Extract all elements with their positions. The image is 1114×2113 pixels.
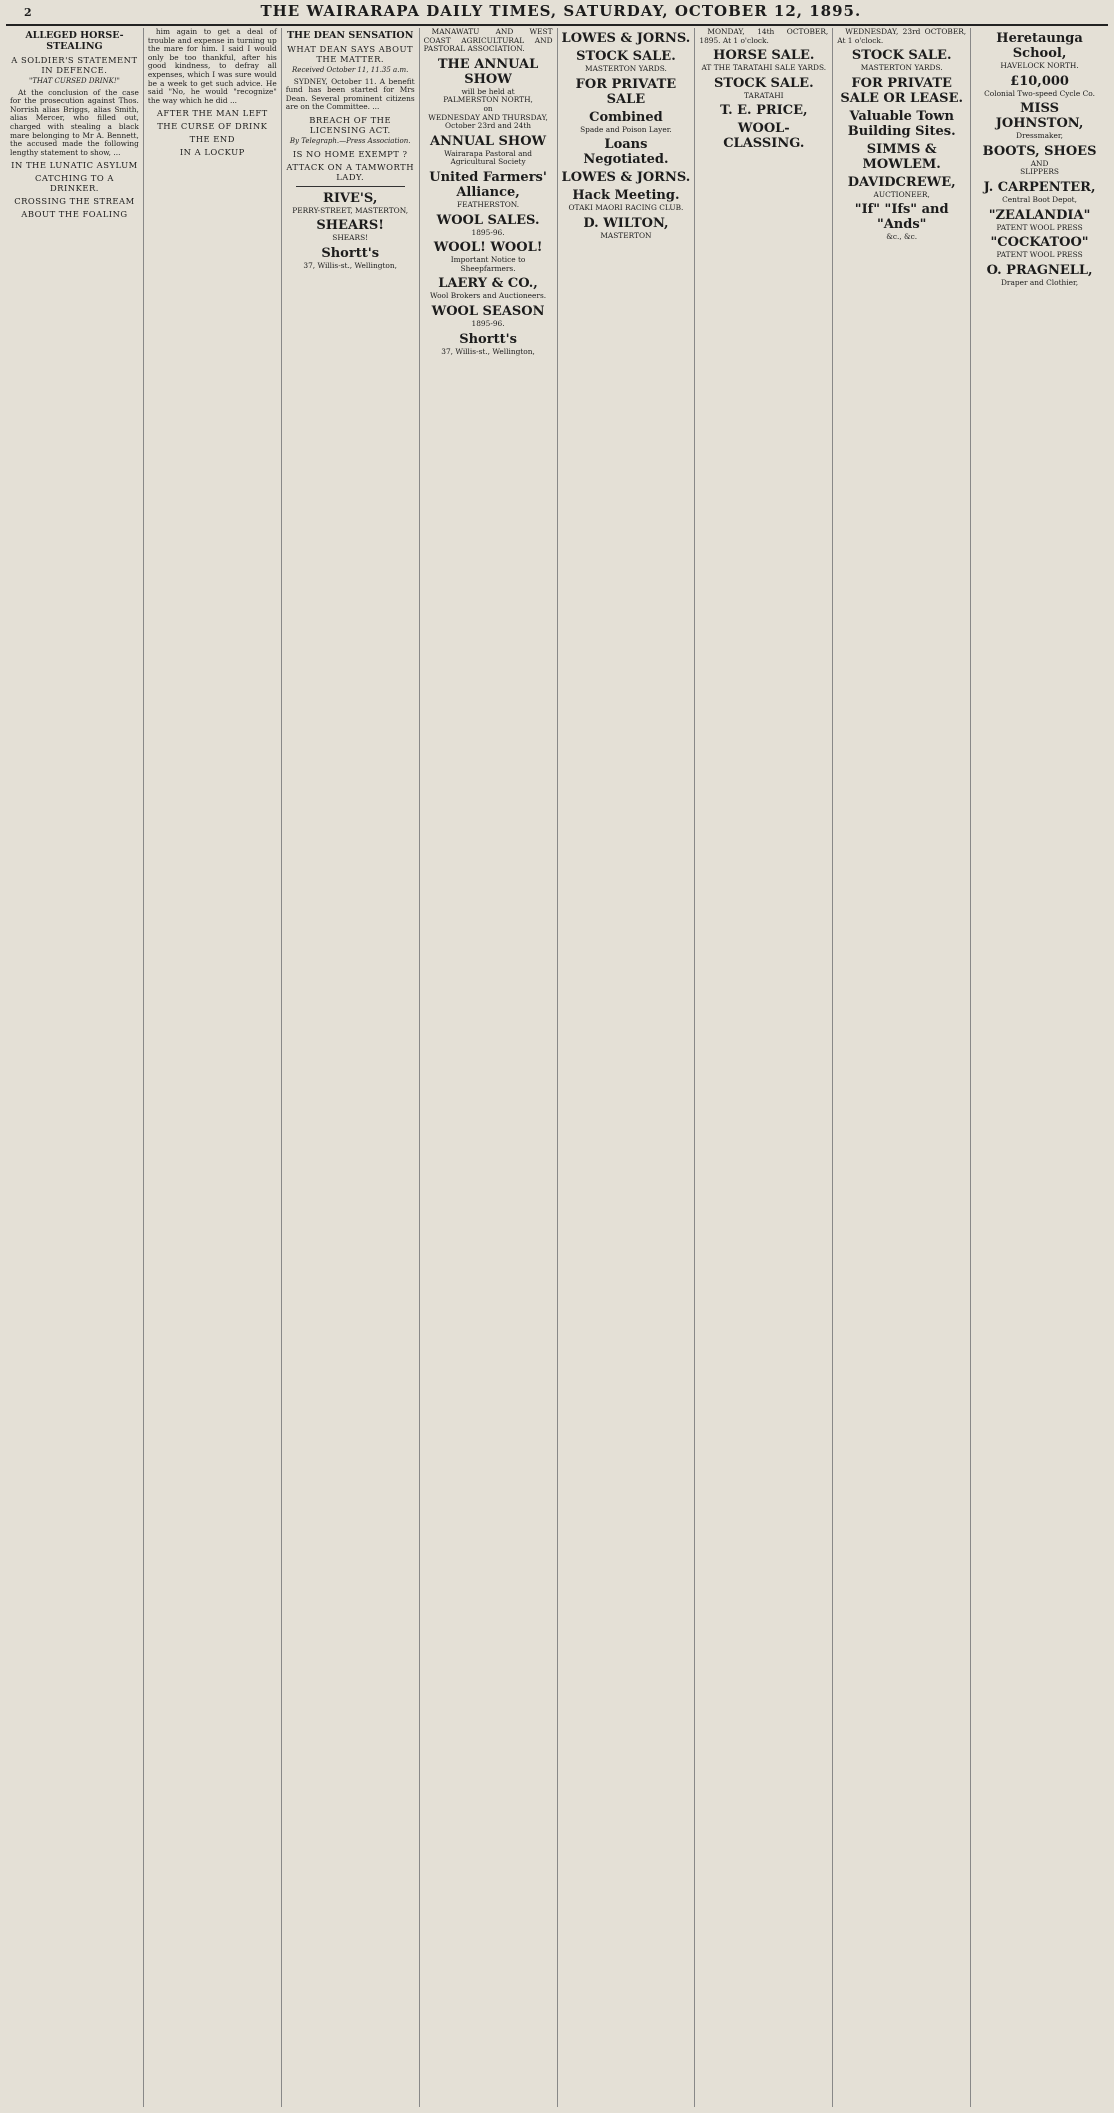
advertisement bbox=[286, 191, 415, 216]
section-heading: CATCHING TO A DRINKER. bbox=[34, 173, 114, 194]
advertisement-heading: WOOL-CLASSING. bbox=[723, 121, 805, 152]
advertisement bbox=[837, 109, 966, 139]
paragraph: MONDAY, 14th OCTOBER, 1895. At 1 o'clock. bbox=[699, 28, 829, 45]
advertisement-line: &c., &c. bbox=[886, 232, 918, 242]
section-heading: THE END bbox=[189, 134, 235, 145]
advertisement-line: October 23rd and 24th bbox=[445, 121, 532, 131]
advertisement-heading: MISS JOHNSTON, bbox=[995, 101, 1084, 132]
advertisement-heading: J. CARPENTER, bbox=[983, 179, 1096, 195]
paragraph: him again to get a deal of trouble and expense in turning up the mare for him. I said I would only be too thankful, after his good kindness, to defray all expenses, which I was sure would be a week to get such advice. He said "No, he would "recognize" the way which he did ... bbox=[147, 28, 277, 105]
advertisement-heading: ANNUAL SHOW bbox=[429, 133, 547, 149]
advertisement-heading: O. PRAGNELL, bbox=[986, 262, 1093, 278]
advertisement-heading: WOOL SEASON bbox=[431, 303, 545, 319]
advertisement bbox=[424, 134, 553, 167]
advertisement-heading: Shortt's bbox=[321, 245, 380, 261]
advertisement-line: AUCTIONEER, bbox=[873, 189, 930, 199]
column-8 bbox=[971, 28, 1108, 2107]
advertisement bbox=[975, 180, 1104, 205]
column-7 bbox=[833, 28, 971, 2107]
advertisement bbox=[286, 218, 415, 243]
advertisement-heading: D. WILTON, bbox=[583, 215, 669, 231]
advertisement-heading: Hack Meeting. bbox=[572, 188, 680, 204]
advertisement-heading: DAVIDCREWE, bbox=[847, 174, 956, 190]
advertisement bbox=[562, 170, 691, 185]
advertisement-heading: WOOL! WOOL! bbox=[433, 240, 543, 256]
newspaper-title: THE WAIRARAPA DAILY TIMES, SATURDAY, OCTOBER 12, 1895. bbox=[260, 2, 862, 20]
advertisement bbox=[975, 31, 1104, 71]
advertisement-line: PALMERSTON NORTH, bbox=[443, 95, 533, 105]
advertisement-line: 1895-96. bbox=[471, 227, 505, 237]
paragraph: WEDNESDAY, 23rd OCTOBER, At 1 o'clock. bbox=[837, 28, 967, 45]
advertisement bbox=[424, 240, 553, 273]
advertisement-heading: "If" "Ifs" and "Ands" bbox=[854, 202, 949, 233]
advertisement-heading: LAERY & CO., bbox=[438, 276, 538, 292]
advertisement bbox=[562, 49, 691, 74]
advertisement-line: Spade and Poison Layer. bbox=[580, 124, 672, 134]
advertisement-line: AND bbox=[1030, 158, 1049, 168]
advertisement bbox=[562, 77, 691, 107]
advertisement bbox=[837, 202, 966, 242]
masthead bbox=[6, 0, 1108, 26]
section-heading: ATTACK ON A TAMWORTH LADY. bbox=[286, 161, 415, 182]
advertisement-heading: SHEARS! bbox=[316, 218, 384, 234]
advertisement bbox=[562, 188, 691, 213]
advertisement-heading: STOCK SALE. bbox=[714, 75, 814, 91]
advertisement-heading: SIMMS & MOWLEM. bbox=[862, 141, 941, 172]
advertisement bbox=[562, 31, 691, 46]
advertisement bbox=[699, 121, 828, 151]
advertisement-heading: RIVE'S, bbox=[323, 190, 378, 206]
advertisement-heading: Valuable Town Building Sites. bbox=[847, 108, 956, 139]
advertisement bbox=[975, 235, 1104, 260]
advertisement-line: SHEARS! bbox=[332, 233, 369, 243]
advertisement-heading: "ZEALANDIA" bbox=[988, 207, 1091, 223]
advertisement-heading: £10,000 bbox=[1010, 73, 1069, 89]
advertisement bbox=[837, 76, 966, 106]
advertisement-line: Wool Brokers and Auctioneers. bbox=[430, 291, 547, 301]
section-heading: AFTER THE MAN LEFT bbox=[156, 108, 268, 119]
advertisement-line: will be held at bbox=[461, 86, 515, 96]
section-heading: THE CURSE OF DRINK bbox=[157, 121, 268, 132]
advertisement bbox=[975, 101, 1104, 141]
advertisement-heading: FOR PRIVATE SALE bbox=[575, 76, 677, 107]
paragraph: At the conclusion of the case for the prosecution against Thos. Norrish alias Briggs, alias Smith, alias Mercer, who filled out, charged with stealing a black mare belonging to Mr A. Bennett, the accused made the following lengthy statement to show, ... bbox=[10, 87, 139, 157]
advertisement-line: Important Notice to Sheepfarmers. bbox=[450, 255, 526, 273]
advertisement-heading: United Farmers' Alliance, bbox=[429, 169, 547, 200]
advertisement-line: SLIPPERS bbox=[1020, 167, 1059, 177]
advertisement-heading: Loans Negotiated. bbox=[583, 137, 669, 168]
advertisement-heading: Combined bbox=[589, 109, 663, 125]
advertisement-line: PERRY-STREET, MASTERTON, bbox=[292, 205, 409, 215]
advertisement-heading: BOOTS, SHOES bbox=[982, 143, 1097, 159]
section-heading: IS NO HOME EXEMPT ? bbox=[292, 148, 408, 159]
advertisement-heading: STOCK SALE. bbox=[576, 49, 676, 64]
advertisement-line: PATENT WOOL PRESS bbox=[996, 250, 1083, 260]
advertisement-line: 1895-96. bbox=[471, 318, 505, 328]
advertisement-line: MASTERTON YARDS. bbox=[860, 63, 943, 73]
advertisement bbox=[837, 142, 966, 172]
advertisement bbox=[562, 110, 691, 135]
advertisement bbox=[975, 208, 1104, 233]
column-rule bbox=[296, 186, 405, 187]
advertisement-line: 37, Willis-st., Wellington, bbox=[441, 346, 535, 356]
advertisement-heading: WOOL SALES. bbox=[436, 212, 540, 228]
advertisement bbox=[424, 213, 553, 238]
advertisement-heading: LOWES & JORNS. bbox=[561, 31, 691, 46]
column-2 bbox=[144, 28, 282, 2107]
section-heading: A SOLDIER'S STATEMENT IN DEFENCE. bbox=[11, 55, 138, 75]
section-heading: WHAT DEAN SAYS ABOUT THE MATTER. bbox=[287, 44, 414, 64]
advertisement bbox=[424, 276, 553, 301]
advertisement-line: WEDNESDAY AND THURSDAY, bbox=[428, 112, 548, 122]
advertisement-line: Colonial Two-speed Cycle Co. bbox=[984, 88, 1095, 98]
advertisement bbox=[424, 332, 553, 357]
page-number: 2 bbox=[24, 6, 32, 19]
advertisement-heading: STOCK SALE. bbox=[851, 48, 952, 64]
advertisement-line: PATENT WOOL PRESS bbox=[996, 222, 1083, 232]
advertisement-line: Draper and Clothier, bbox=[1001, 277, 1079, 287]
advertisement-line: TARATAHI bbox=[744, 90, 784, 100]
section-heading: CROSSING THE STREAM bbox=[14, 196, 135, 207]
advertisement-line: HAVELOCK NORTH. bbox=[1000, 61, 1079, 70]
subheading: "THAT CURSED DRINK!" bbox=[29, 77, 120, 85]
paragraph: MANAWATU AND WEST COAST AGRICULTURAL AND PASTORAL ASSOCIATION. bbox=[423, 28, 553, 54]
advertisement bbox=[424, 57, 553, 131]
advertisement bbox=[699, 48, 828, 73]
advertisement bbox=[562, 216, 691, 241]
advertisement-line: Dressmaker, bbox=[1016, 131, 1063, 141]
subheading: Received October 11, 11.35 a.m. bbox=[292, 66, 409, 74]
advertisement bbox=[837, 48, 966, 73]
paragraph: SYDNEY, October 11. A benefit fund has been started for Mrs Dean. Several prominent citizens are on the Committee. ... bbox=[285, 76, 415, 112]
article-headline: THE DEAN SENSATION bbox=[286, 30, 414, 41]
advertisement-heading: Shortt's bbox=[459, 331, 517, 347]
column-5 bbox=[558, 28, 696, 2107]
advertisement bbox=[699, 76, 828, 101]
advertisement-heading: T. E. PRICE, bbox=[720, 103, 808, 119]
advertisement-heading: THE ANNUAL SHOW bbox=[437, 56, 539, 87]
advertisement-line: MASTERTON bbox=[600, 230, 652, 240]
section-heading: ABOUT THE FOALING bbox=[21, 209, 128, 220]
section-heading: IN THE LUNATIC ASYLUM bbox=[11, 160, 138, 171]
advertisement bbox=[286, 246, 415, 271]
subheading: By Telegraph.—Press Association. bbox=[289, 136, 411, 145]
advertisement-line: Wairarapa Pastoral and Agricultural Society bbox=[444, 148, 533, 167]
advertisement-heading: LOWES & JORNS. bbox=[561, 170, 691, 186]
advertisement-line: AT THE TARATAHI SALE YARDS. bbox=[701, 63, 827, 73]
advertisement-line: 37, Willis-st., Wellington, bbox=[303, 260, 397, 270]
column-3 bbox=[282, 28, 420, 2107]
column-container bbox=[6, 28, 1108, 2107]
advertisement-line: Central Boot Depot, bbox=[1002, 194, 1077, 204]
advertisement bbox=[837, 175, 966, 200]
advertisement-heading: Heretaunga School, bbox=[996, 31, 1083, 61]
advertisement-line: MASTERTON YARDS. bbox=[585, 64, 667, 73]
advertisement bbox=[975, 74, 1104, 99]
advertisement-heading: HORSE SALE. bbox=[713, 48, 815, 64]
column-6 bbox=[695, 28, 833, 2107]
column-4 bbox=[420, 28, 558, 2107]
article-headline: ALLEGED HORSE-STEALING bbox=[25, 30, 124, 52]
advertisement-line: OTAKI MAORI RACING CLUB. bbox=[568, 203, 684, 213]
advertisement bbox=[975, 144, 1104, 177]
advertisement bbox=[699, 103, 828, 118]
section-heading: IN A LOCKUP bbox=[179, 147, 245, 158]
advertisement-line: on bbox=[483, 103, 493, 113]
section-heading: BREACH OF THE LICENSING ACT. bbox=[309, 114, 392, 135]
advertisement bbox=[424, 304, 553, 329]
advertisement-line: FEATHERSTON. bbox=[456, 199, 520, 209]
advertisement bbox=[562, 137, 691, 167]
advertisement-heading: "COCKATOO" bbox=[990, 235, 1089, 251]
column-1 bbox=[6, 28, 144, 2107]
advertisement-heading: FOR PRIVATE SALE OR LEASE. bbox=[840, 75, 964, 106]
advertisement bbox=[975, 263, 1104, 288]
advertisement bbox=[424, 170, 553, 210]
